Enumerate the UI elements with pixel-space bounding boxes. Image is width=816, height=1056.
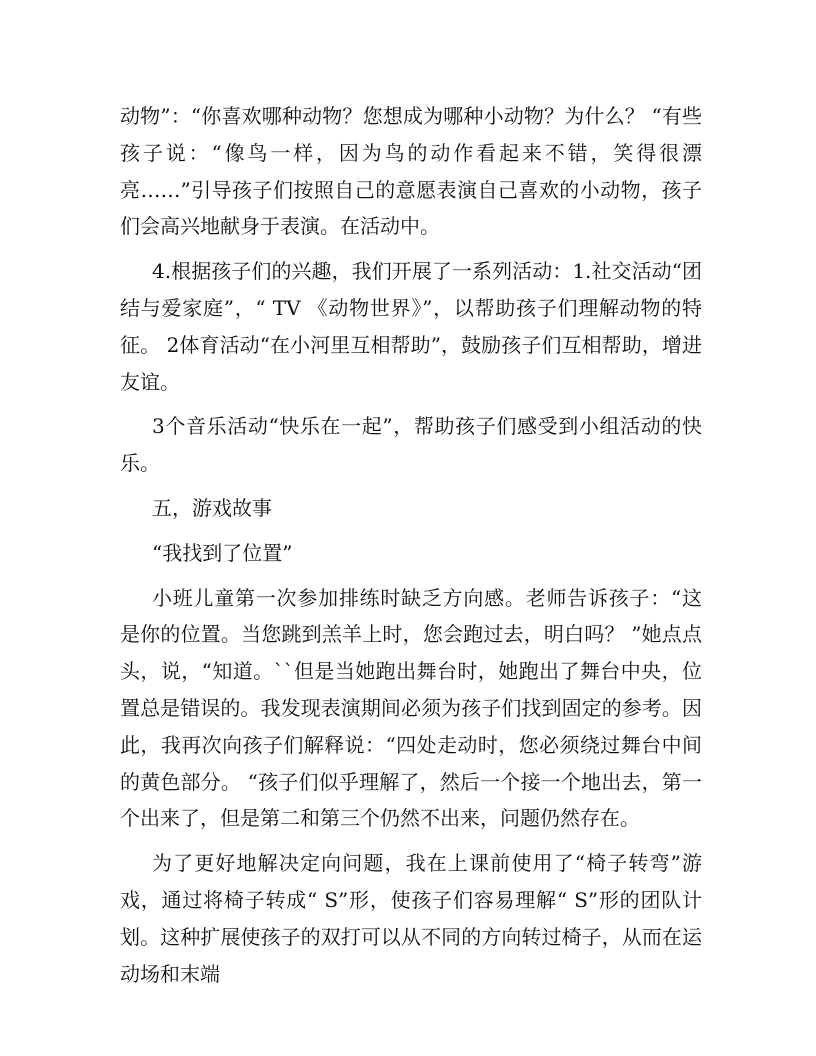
- paragraph-rehearsal: 小班儿童第一次参加排练时缺乏方向感。老师告诉孩子：“这是你的位置。当您跳到羔羊上时，您会跑过去，明白吗？ ”她点点头，说，“知道。``但是当她跑出舞台时，她跑出了舞台中央，位置总是错误的。我发现表演期间必须为孩子们找到固定的参考。因此，我再次向孩子们解释说：“四处走动时，您必须绕过舞台中间的黄色部分。 “孩子们似乎理解了，然后一个接一个地出去，第一个出来了，但是第二和第三个仍然不出来，问题仍然存在。: [120, 585, 702, 831]
- story-title: “我找到了位置”: [152, 540, 293, 565]
- paragraph-activities: 4.根据孩子们的兴趣，我们开展了一系列活动：1.社交活动“团结与爱家庭”，“ TV 《动物世界》”，以帮助孩子们理解动物的特征。 2体育活动“在小河里互相帮助”，鼓励孩子们互相帮助，增进友谊。: [120, 259, 702, 394]
- paragraph-animal-question: 动物”：“你喜欢哪种动物？您想成为哪种小动物？为什么？ “有些孩子说：“像鸟一样，因为鸟的动作看起来不错，笑得很漂亮……”引导孩子们按照自己的意愿表演自己喜欢的小动物，孩子们会高兴地献身于表演。在活动中。: [120, 104, 702, 239]
- document-body: [120, 98, 702, 992]
- paragraph-chair-game: 为了更好地解决定向问题，我在上课前使用了“椅子转弯”游戏，通过将椅子转成“ S”形，使孩子们容易理解“ S”形的团队计划。这种扩展使孩子的双打可以从不同的方向转过椅子，从而在运动场和末端: [120, 851, 702, 986]
- section-heading-game-story: 五，游戏故事: [152, 495, 272, 520]
- paragraph-music-activity: 3个音乐活动“快乐在一起”，帮助孩子们感受到小组活动的快乐。: [120, 414, 702, 476]
